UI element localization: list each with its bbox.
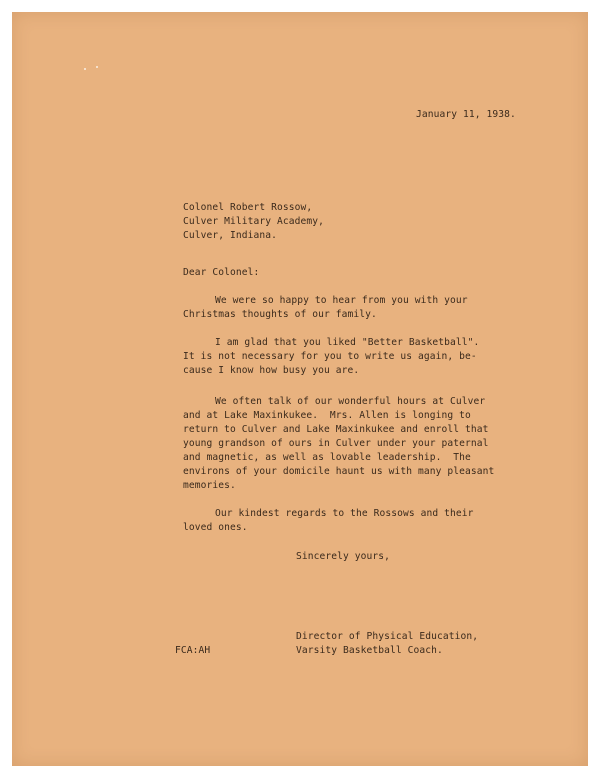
signature-title-1: Director of Physical Education, xyxy=(296,631,479,642)
paragraph-1-line-1: We were so happy to hear from you with your xyxy=(215,295,468,306)
paragraph-3-line-4: young grandson of ours in Culver under your paternal xyxy=(183,438,489,449)
letter-page xyxy=(12,12,588,766)
paragraph-4-line-1: Our kindest regards to the Rossows and their xyxy=(215,508,474,519)
recipient-name: Colonel Robert Rossow, xyxy=(183,202,313,213)
letter-date: January 11, 1938. xyxy=(416,109,516,120)
paper-speck xyxy=(84,68,86,70)
paragraph-2-line-3: cause I know how busy you are. xyxy=(183,365,360,376)
paragraph-2-line-1: I am glad that you liked "Better Basketball". xyxy=(215,337,480,348)
paragraph-1-line-2: Christmas thoughts of our family. xyxy=(183,309,377,320)
reference-initials: FCA:AH xyxy=(175,645,211,656)
signature-title-2: Varsity Basketball Coach. xyxy=(296,645,443,656)
paragraph-3-line-5: and magnetic, as well as lovable leadership. The xyxy=(183,452,471,463)
closing: Sincerely yours, xyxy=(296,551,391,562)
paragraph-3-line-1: We often talk of our wonderful hours at Culver xyxy=(215,396,486,407)
paragraph-3-line-6: environs of your domicile haunt us with many pleasant xyxy=(183,466,495,477)
recipient-location: Culver, Indiana. xyxy=(183,230,278,241)
paragraph-4-line-2: loved ones. xyxy=(183,522,248,533)
salutation: Dear Colonel: xyxy=(183,267,260,278)
paragraph-2-line-2: It is not necessary for you to write us again, be- xyxy=(183,351,477,362)
paragraph-3-line-3: return to Culver and Lake Maxinkukee and enroll that xyxy=(183,424,489,435)
recipient-organization: Culver Military Academy, xyxy=(183,216,325,227)
paragraph-3-line-7: memories. xyxy=(183,480,236,491)
paragraph-3-line-2: and at Lake Maxinkukee. Mrs. Allen is longing to xyxy=(183,410,471,421)
paper-speck xyxy=(96,66,98,68)
